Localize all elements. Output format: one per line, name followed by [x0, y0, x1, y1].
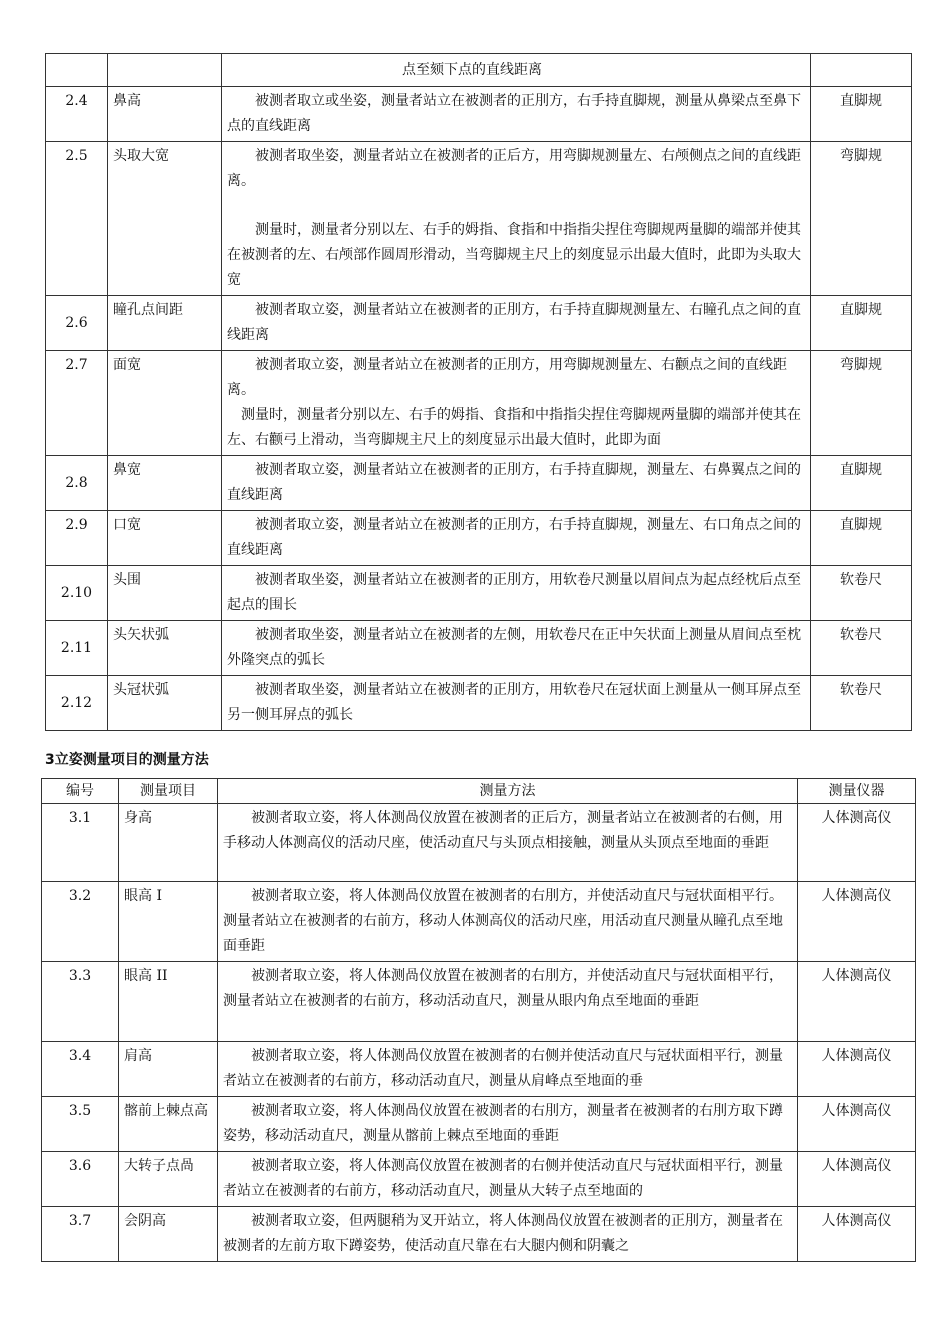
row-item: 眼高 I — [119, 882, 218, 962]
row-instrument: 直脚规 — [811, 511, 912, 566]
row-description: 被测者取立姿，测量者站立在被测者的正刖方，右手持直脚规，测量左、右鼻翼点之间的直线距离 — [222, 456, 811, 511]
row-instrument: 直脚规 — [811, 296, 912, 351]
row-item: 面宽 — [108, 351, 222, 456]
table-row — [46, 87, 912, 142]
row-number: 2.12 — [46, 676, 108, 731]
row-number: 3.1 — [42, 804, 119, 882]
row-number: 3.2 — [42, 882, 119, 962]
table-row — [42, 1207, 916, 1262]
row-number: 2.4 — [46, 87, 108, 142]
measurement-table-head — [45, 53, 912, 731]
row-number: 2.5 — [46, 142, 108, 296]
row-description: 被测者取立姿，将人体测高仪放置在被测者的右侧并使活动直尺与冠状面相平行，测量者站立在被测者的右前方，移动活动直尺，测量从大转子点至地面的 — [218, 1152, 798, 1207]
row-instrument: 直脚规 — [811, 87, 912, 142]
row-number: 3.4 — [42, 1042, 119, 1097]
row-description: 被测者取立或坐姿，测量者站立在被测者的正刖方，右手持直脚规，测量从鼻梁点至鼻下点的直线距离 — [222, 87, 811, 142]
row-number: 3.3 — [42, 962, 119, 1042]
row-instrument — [811, 54, 912, 87]
table-row — [46, 54, 912, 87]
row-instrument: 人体测高仪 — [798, 1207, 916, 1262]
row-number — [46, 54, 108, 87]
table-row — [46, 351, 912, 456]
row-instrument: 人体测高仪 — [798, 1097, 916, 1152]
row-description: 被测者取坐姿，测量者站立在被测者的正刖方，用软卷尺测量以眉间点为起点经枕后点至起点的围长 — [222, 566, 811, 621]
row-number: 2.9 — [46, 511, 108, 566]
row-description: 被测者取立姿，将人体测咼仪放置在被测者的正后方，测量者站立在被测者的右侧，用手移动人体测高仪的活动尺座，使活动直尺与头顶点相接触，测量从头顶点至地面的垂距 — [218, 804, 798, 882]
table-header-row — [42, 779, 916, 804]
row-instrument: 直脚规 — [811, 456, 912, 511]
row-item: 口宽 — [108, 511, 222, 566]
table-row — [42, 1097, 916, 1152]
row-description: 被测者取立姿，测量者站立在被测者的正刖方，用弯脚规测量左、右颧点之间的直线距离。 测量时，测量者分别以左、右手的姆指、食指和中指指尖捏住弯脚规两量脚的端部并使其在左、右颧弓上滑动，当弯脚规主尺上的刻度显示出最大值时，此即为面 — [222, 351, 811, 456]
row-description: 被测者取立姿，但两腿稍为叉开站立，将人体测咼仪放置在被测者的正刖方，测量者在被测者的左前方取下蹲姿势，使活动直尺靠在右大腿内侧和阴囊之 — [218, 1207, 798, 1262]
row-item: 身高 — [119, 804, 218, 882]
header-item: 测量项目 — [119, 779, 218, 804]
table-row — [42, 962, 916, 1042]
row-instrument: 弯脚规 — [811, 351, 912, 456]
row-item — [108, 54, 222, 87]
row-item: 头矢状弧 — [108, 621, 222, 676]
row-description: 被测者取立姿，将人体测咼仪放置在被测者的右刖方，测量者在被测者的右刖方取下蹲姿势，移动活动直尺，测量从髂前上棘点至地面的垂距 — [218, 1097, 798, 1152]
table-row — [42, 882, 916, 962]
table-row — [46, 296, 912, 351]
table-row — [42, 1042, 916, 1097]
row-instrument: 人体测高仪 — [798, 962, 916, 1042]
row-description: 被测者取坐姿，测量者站立在被测者的正后方，用弯脚规测量左、右颅侧点之间的直线距离。 测量时，测量者分别以左、右手的姆指、食指和中指指尖捏住弯脚规两量脚的端部并使其在被测者的左、右颅部作圆周形滑动，当弯脚规主尺上的刻度显示出最大值时，此即为头取大宽 — [222, 142, 811, 296]
row-description: 被测者取坐姿，测量者站立在被测者的左侧，用软卷尺在正中矢状面上测量从眉间点至枕外隆突点的弧长 — [222, 621, 811, 676]
header-instrument: 测量仪器 — [798, 779, 916, 804]
row-description: 点至颏下点的直线距离 — [222, 54, 811, 87]
row-number: 3.7 — [42, 1207, 119, 1262]
row-number: 3.6 — [42, 1152, 119, 1207]
table-row — [46, 456, 912, 511]
row-instrument: 人体测高仪 — [798, 882, 916, 962]
table-row — [46, 621, 912, 676]
table-row — [46, 566, 912, 621]
row-number: 2.10 — [46, 566, 108, 621]
row-instrument: 弯脚规 — [811, 142, 912, 296]
row-description: 被测者取立姿，测量者站立在被测者的正刖方，右手持直脚规，测量左、右口角点之间的直线距离 — [222, 511, 811, 566]
row-item: 肩高 — [119, 1042, 218, 1097]
row-instrument: 人体测高仪 — [798, 1152, 916, 1207]
row-description: 被测者取立姿，将人体测咼仪放置在被测者的右刖方，并使活动直尺与冠状面相平行，测量者站立在被测者的右前方，移动活动直尺，测量从眼内角点至地面的垂距 — [218, 962, 798, 1042]
row-instrument: 软卷尺 — [811, 621, 912, 676]
row-item: 鼻宽 — [108, 456, 222, 511]
table-row — [46, 676, 912, 731]
row-description: 被测者取坐姿，测量者站立在被测者的正刖方，用软卷尺在冠状面上测量从一侧耳屏点至另一侧耳屏点的弧长 — [222, 676, 811, 731]
row-instrument: 软卷尺 — [811, 676, 912, 731]
row-item: 鼻高 — [108, 87, 222, 142]
row-item: 会阴高 — [119, 1207, 218, 1262]
row-instrument: 人体测高仪 — [798, 1042, 916, 1097]
row-number: 3.5 — [42, 1097, 119, 1152]
row-number: 2.11 — [46, 621, 108, 676]
table-row — [46, 511, 912, 566]
row-item: 瞳孔点间距 — [108, 296, 222, 351]
table-row — [42, 804, 916, 882]
row-instrument: 人体测高仪 — [798, 804, 916, 882]
row-number: 2.6 — [46, 296, 108, 351]
row-item: 髂前上棘点高 — [119, 1097, 218, 1152]
table-row — [42, 1152, 916, 1207]
header-number: 编号 — [42, 779, 119, 804]
row-number: 2.7 — [46, 351, 108, 456]
row-item: 头围 — [108, 566, 222, 621]
row-description: 被测者取立姿，将人体测咼仪放置在被测者的右侧并使活动直尺与冠状面相平行，测量者站立在被测者的右前方，移动活动直尺，测量从肩峰点至地面的垂 — [218, 1042, 798, 1097]
row-instrument: 软卷尺 — [811, 566, 912, 621]
row-description: 被测者取立姿，将人体测咼仪放置在被测者的右刖方，并使活动直尺与冠状面相平行。测量者站立在被测者的右前方，移动人体测高仪的活动尺座，用活动直尺测量从瞳孔点至地面垂距 — [218, 882, 798, 962]
row-item: 眼高 II — [119, 962, 218, 1042]
header-method: 测量方法 — [218, 779, 798, 804]
section-title: 3立姿测量项目的测量方法 — [45, 752, 209, 768]
row-number: 2.8 — [46, 456, 108, 511]
row-item: 头取大宽 — [108, 142, 222, 296]
table-row — [46, 142, 912, 296]
row-item: 头冠状弧 — [108, 676, 222, 731]
row-item: 大转子点咼 — [119, 1152, 218, 1207]
standing-measurement-table — [41, 778, 916, 1262]
row-description: 被测者取立姿，测量者站立在被测者的正刖方，右手持直脚规测量左、右瞳孔点之间的直线距离 — [222, 296, 811, 351]
